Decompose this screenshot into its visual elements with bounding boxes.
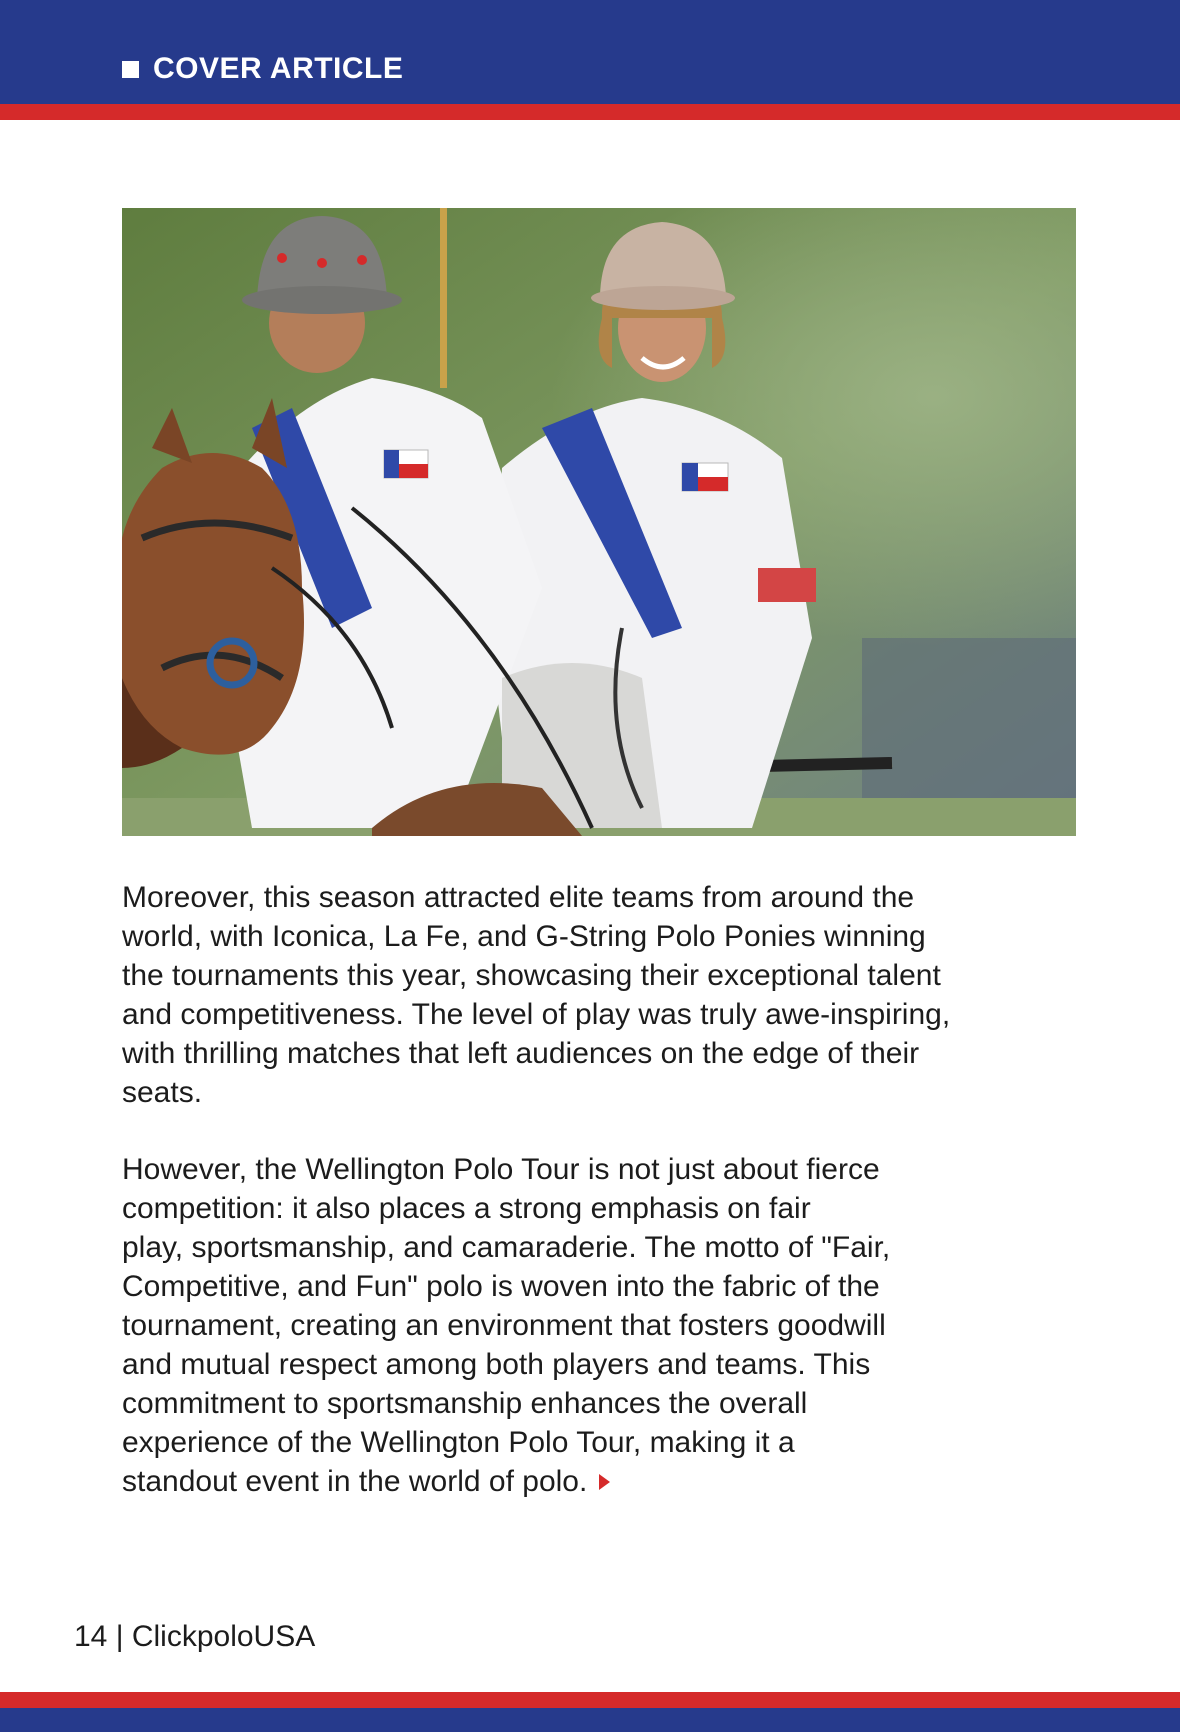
header-stripe [0,104,1180,120]
square-bullet-icon [122,61,139,78]
article-paragraph [122,1150,1082,1501]
end-of-article-triangle-icon [599,1474,610,1490]
article-paragraph-text: However, the Wellington Polo Tour is not just about fierce competition: it also places a strong emphasis on fair play, sportsmanship, and camaraderie. The motto of "Fair, Competitive, and Fun" polo is woven into the fabric of the tournament, creating an environment that fosters goodwill and mutual respect among both players and teams. This commitment to sportsmanship enhances the overall experience of the Wellington Polo Tour, making it a standout event in the world of polo. [122,1153,891,1498]
section-label [122,48,403,90]
article-body [122,878,1082,1539]
polo-players-photo [122,208,1076,836]
section-label-text: COVER ARTICLE [153,52,404,85]
page-footer-label: 14 | ClickpoloUSA [74,1620,316,1653]
article-paragraph: Moreover, this season attracted elite teams from around the world, with Iconica, La Fe, and G-String Polo Ponies winning the tournaments this year, showcasing their exceptional talent and competitiveness. The level of play was truly awe-inspiring, with thrilling matches that left audiences on the edge of their seats. [122,881,951,1109]
footer-stripe [0,1692,1180,1708]
footer-band [0,1708,1180,1732]
